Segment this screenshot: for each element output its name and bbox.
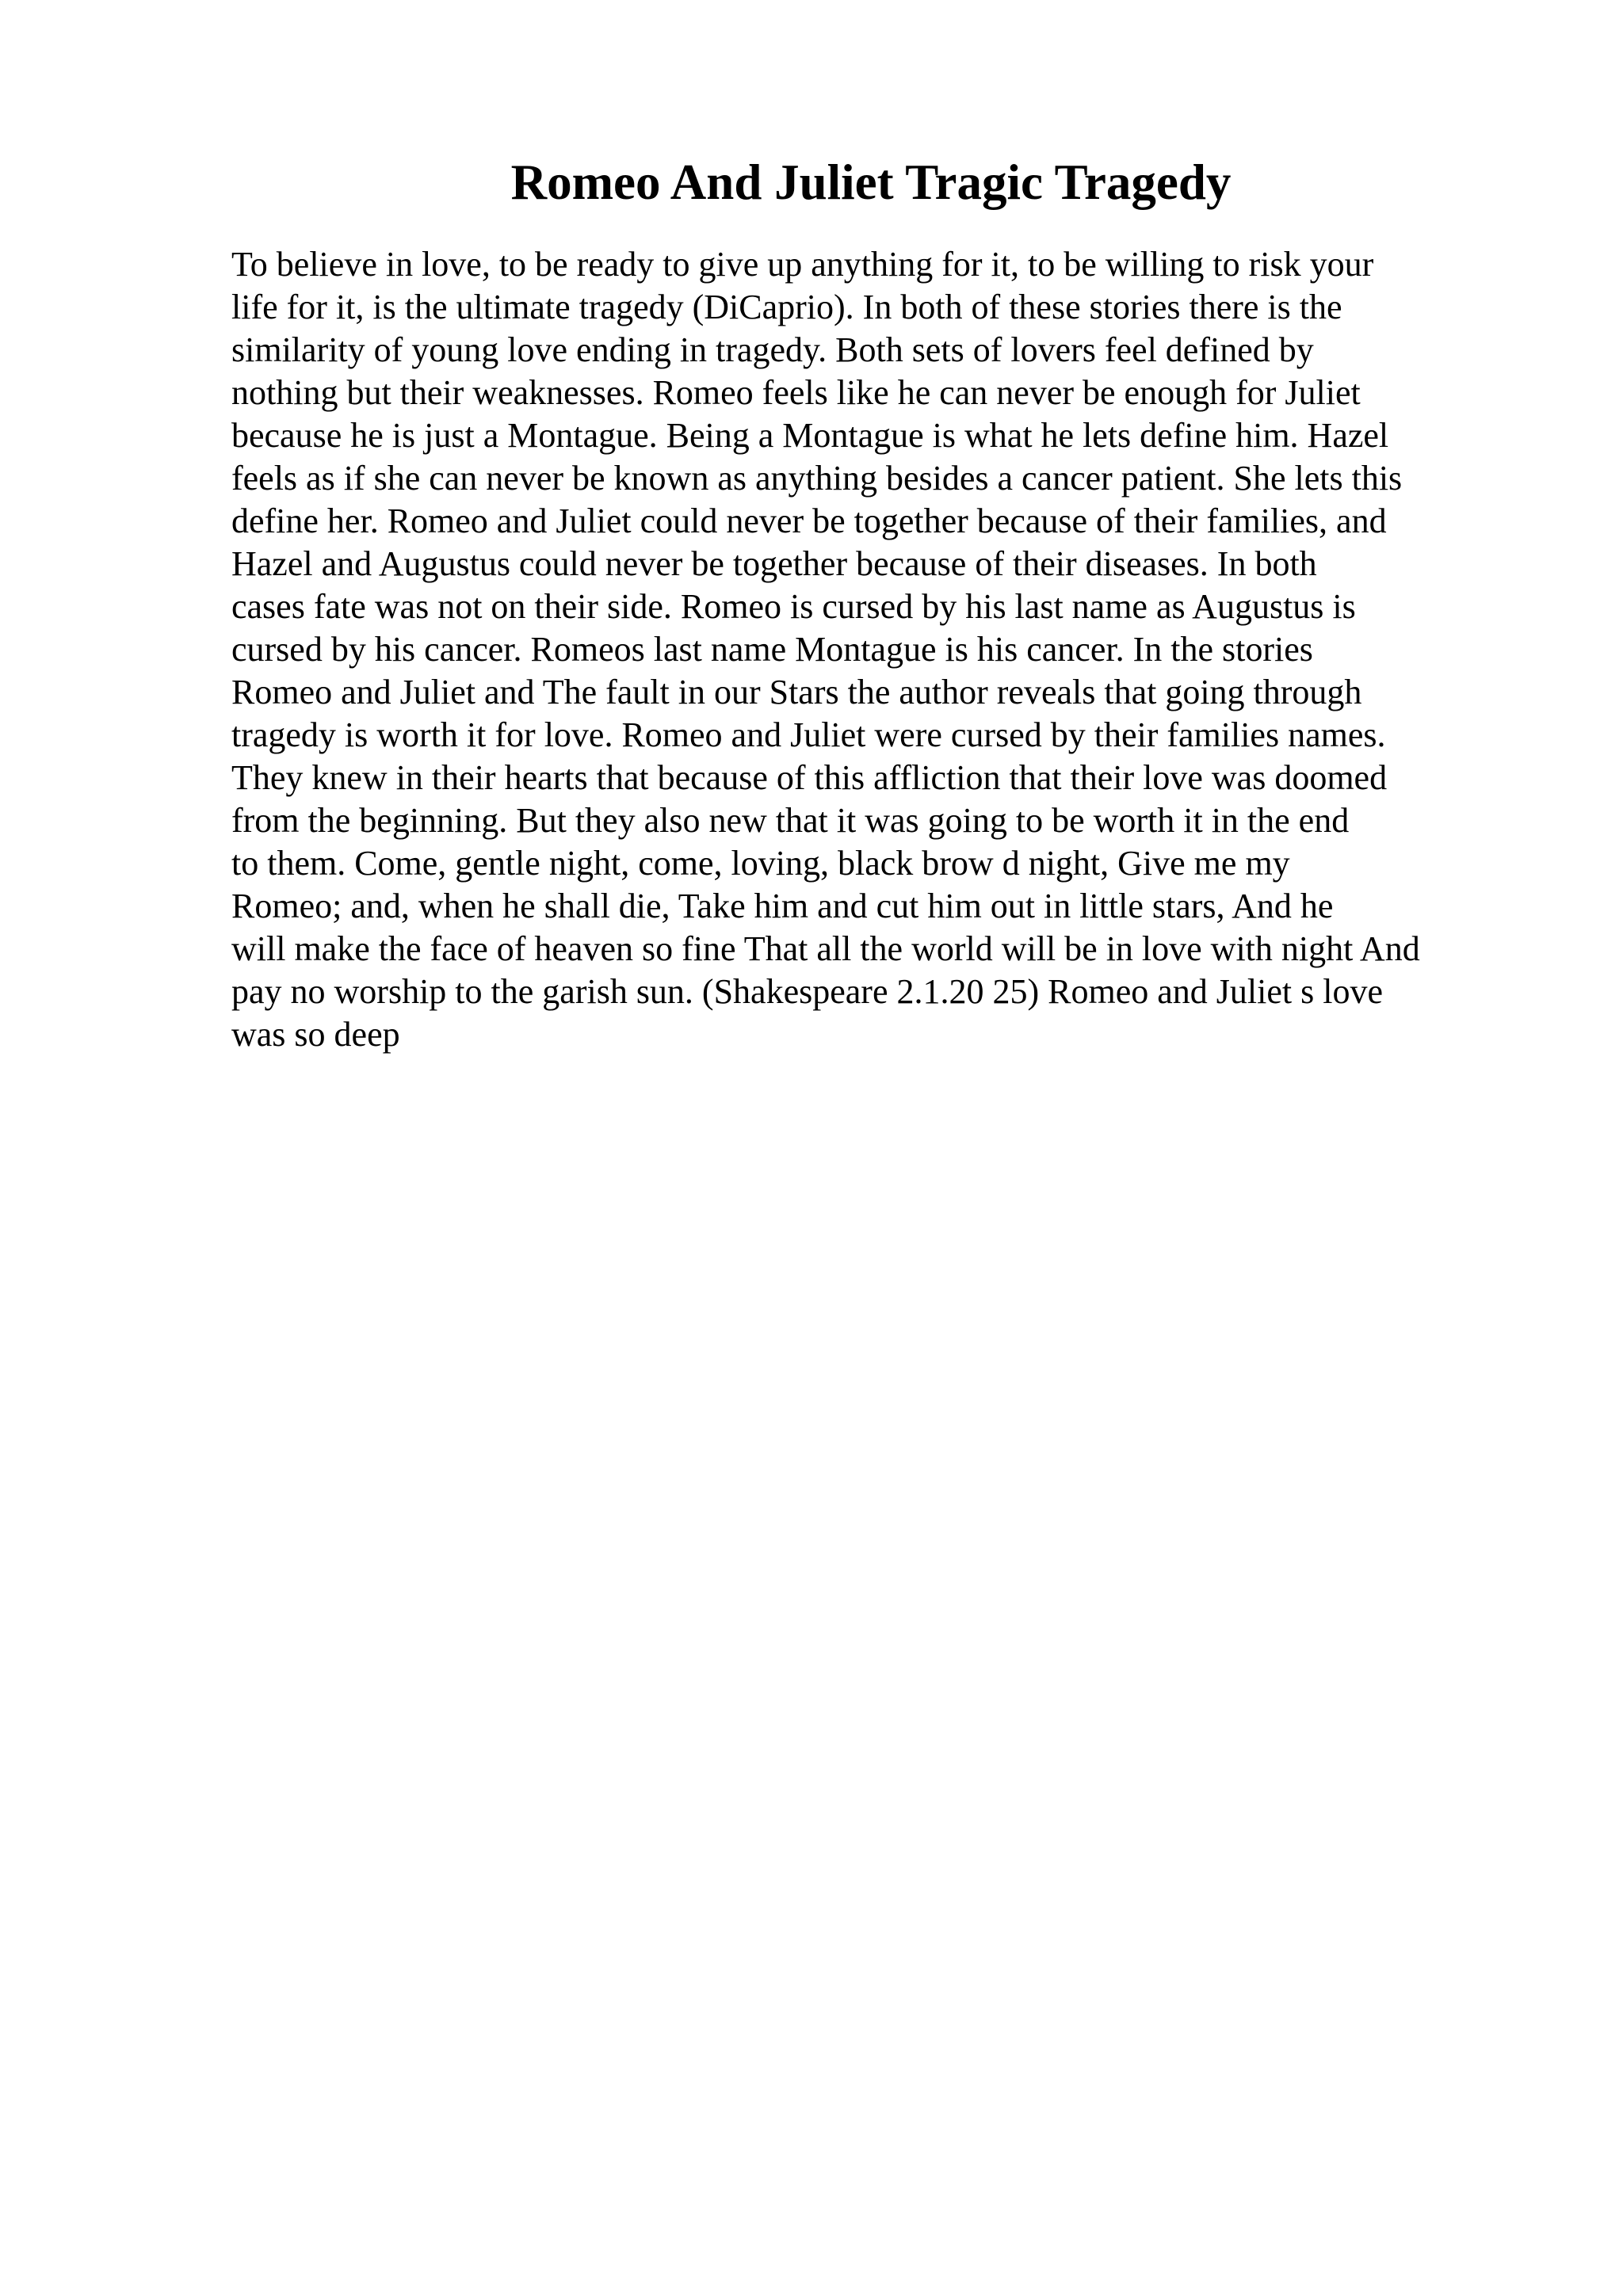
body-line: was so deep — [231, 1015, 400, 1054]
body-line: from the beginning. But they also new that it was going to be worth it in the end — [231, 801, 1350, 840]
body-line: cases fate was not on their side. Romeo is cursed by his last name as Augustus is — [231, 587, 1356, 626]
body-line: life for it, is the ultimate tragedy (DiCaprio). In both of these stories there is the — [231, 288, 1342, 326]
body-line: will make the face of heaven so fine That all the world will be in love with night And — [231, 929, 1420, 968]
document-body — [231, 243, 1594, 1056]
body-line: Hazel and Augustus could never be together because of their diseases. In both — [231, 544, 1317, 583]
body-line: Romeo; and, when he shall die, Take him and cut him out in little stars, And he — [231, 887, 1334, 925]
body-line: nothing but their weaknesses. Romeo feels like he can never be enough for Juliet — [231, 373, 1361, 412]
body-line: tragedy is worth it for love. Romeo and Juliet were cursed by their families names. — [231, 715, 1386, 754]
body-line: Romeo and Juliet and The fault in our Stars the author reveals that going through — [231, 673, 1362, 711]
body-line: pay no worship to the garish sun. (Shakespeare 2.1.20 25) Romeo and Juliet s love — [231, 972, 1383, 1011]
body-line: cursed by his cancer. Romeos last name Montague is his cancer. In the stories — [231, 630, 1313, 669]
body-line: feels as if she can never be known as anything besides a cancer patient. She lets this — [231, 459, 1403, 498]
body-line: To believe in love, to be ready to give up anything for it, to be willing to risk your — [231, 245, 1374, 284]
document-title: Romeo And Juliet Tragic Tragedy — [510, 154, 1232, 210]
body-line: to them. Come, gentle night, come, loving, black brow d night, Give me my — [231, 844, 1290, 883]
body-line: define her. Romeo and Juliet could never be together because of their families, and — [231, 502, 1387, 540]
body-line: similarity of young love ending in tragedy. Both sets of lovers feel defined by — [231, 330, 1314, 369]
body-line: They knew in their hearts that because of this affliction that their love was doomed — [231, 758, 1388, 797]
body-line: because he is just a Montague. Being a Montague is what he lets define him. Hazel — [231, 416, 1389, 455]
